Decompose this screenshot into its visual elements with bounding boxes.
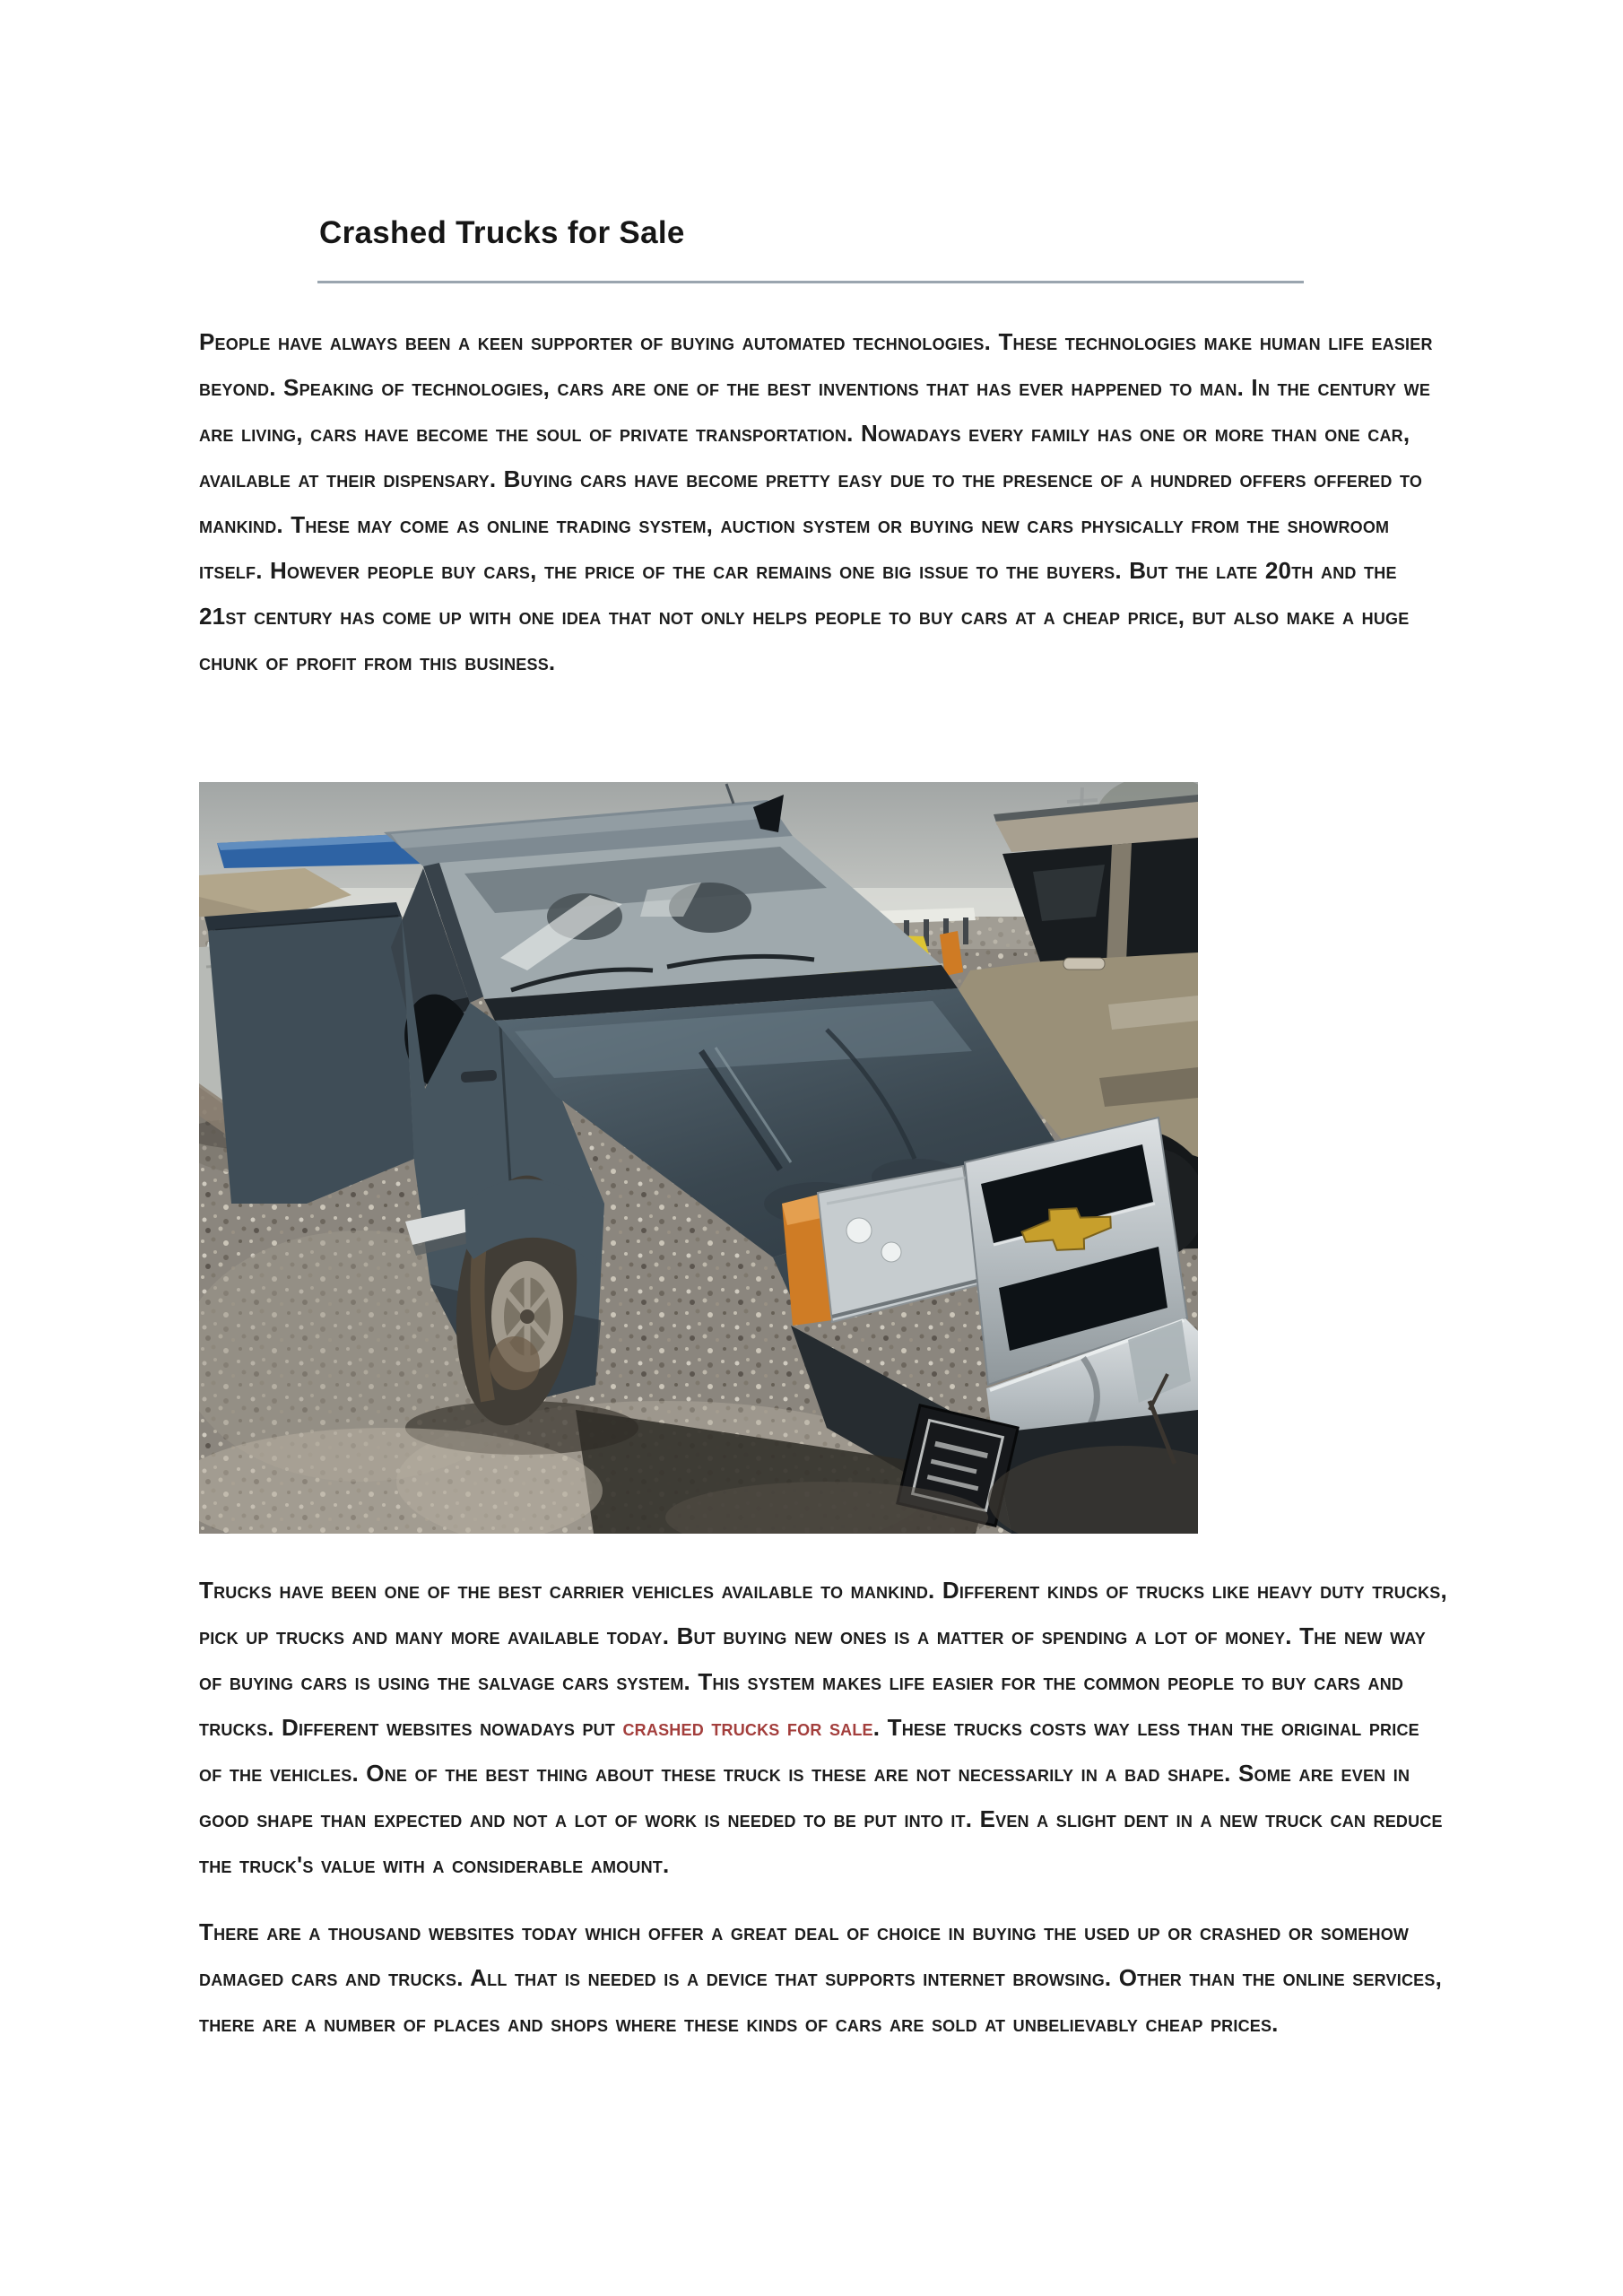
page-title: Crashed Trucks for Sale <box>319 215 685 250</box>
body-text-block <box>199 1568 1447 2047</box>
paragraph-intro: People have always been a keen supporter of buying automated technologies. These technologies make human life easier beyond. Speaking of technologies, cars are one of the best inventions that has ever happened to man. In the century we are living, cars have become the soul of private transportation. Nowadays every family has one or more than one car, available at their dispensary. Buying cars have become pretty easy due to the presence of a hundred offers offered to mankind. These may come as online trading system, auction system or buying new cars physically from the showroom itself. However people buy cars, the price of the car remains one big issue to the buyers. But the late 20th and the 21st century has come up with one idea that not only helps people to buy cars at a cheap price, but also make a huge chunk of profit from this business. <box>199 328 1433 675</box>
paragraph-trucks <box>199 1568 1447 1888</box>
intro-text-block <box>199 319 1447 685</box>
paragraph-trucks-text-after: . These trucks costs way less than the original price of the vehicles. One of the best thing about these truck is these are not necessarily in a bad shape. Some are even in good shape than expected and not a lot of work is needed to be put into it. Even a slight dent in a new truck can reduce the truck's value with a considerable amount. <box>199 1714 1443 1878</box>
paragraph-websites: There are a thousand websites today which offer a great deal of choice in buying the used up or crashed or somehow damaged cars and trucks. All that is needed is a device that supports internet browsing. Other than the online services, there are a number of places and shops where these kinds of cars are sold at unbelievably cheap prices. <box>199 1918 1442 2037</box>
crashed-truck-photo-illustration <box>199 782 1198 1534</box>
crashed-trucks-for-sale-link[interactable]: crashed trucks for sale <box>622 1714 873 1741</box>
paragraph-trucks-text-before: Trucks have been one of the best carrier vehicles available to mankind. Different kinds of trucks like heavy duty trucks, pick up trucks and many more available today. But buying new ones is a matter of spending a lot of money. The new way of buying cars is using the salvage cars system. This system makes life easier for the common people to buy cars and trucks. Different websites nowadays put <box>199 1577 1447 1741</box>
article-photo <box>199 782 1198 1534</box>
title-underline-rule <box>317 281 1304 283</box>
